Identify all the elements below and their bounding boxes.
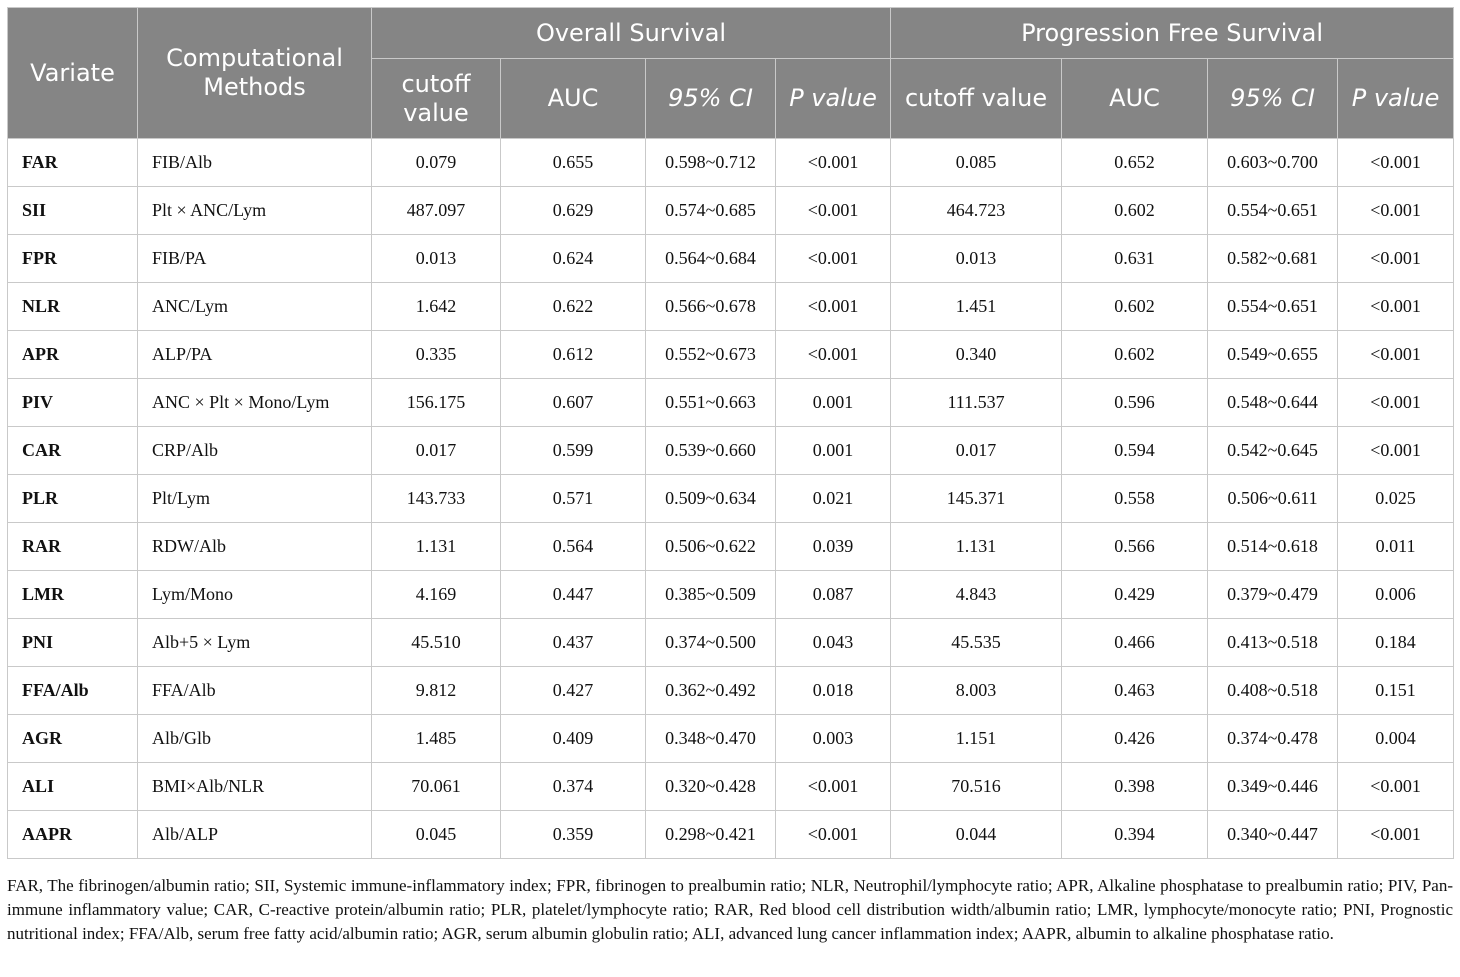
header-pfs-p-value: P value <box>1338 59 1454 139</box>
cell-pfs-auc: 0.394 <box>1062 811 1208 859</box>
cell-pfs-p: <0.001 <box>1338 139 1454 187</box>
cell-os-auc: 0.447 <box>501 571 646 619</box>
cell-pfs-ci: 0.349~0.446 <box>1208 763 1338 811</box>
cell-os-p: <0.001 <box>776 811 891 859</box>
cell-os-ci: 0.509~0.634 <box>646 475 776 523</box>
cell-pfs-ci: 0.548~0.644 <box>1208 379 1338 427</box>
cell-os-p: 0.087 <box>776 571 891 619</box>
cell-variate: RAR <box>8 523 138 571</box>
cell-os-p: <0.001 <box>776 331 891 379</box>
cell-pfs-cutoff: 0.085 <box>891 139 1062 187</box>
cell-pfs-p: 0.025 <box>1338 475 1454 523</box>
cell-pfs-p: 0.011 <box>1338 523 1454 571</box>
cell-os-cutoff: 4.169 <box>372 571 501 619</box>
cell-pfs-cutoff: 145.371 <box>891 475 1062 523</box>
header-pfs-95-ci: 95% CI <box>1208 59 1338 139</box>
cell-pfs-auc: 0.652 <box>1062 139 1208 187</box>
cell-os-cutoff: 1.642 <box>372 283 501 331</box>
cell-pfs-ci: 0.413~0.518 <box>1208 619 1338 667</box>
cell-pfs-auc: 0.602 <box>1062 187 1208 235</box>
cell-method: FIB/Alb <box>138 139 372 187</box>
cell-os-auc: 0.571 <box>501 475 646 523</box>
cell-os-p: 0.043 <box>776 619 891 667</box>
cell-pfs-p: <0.001 <box>1338 379 1454 427</box>
table-row <box>8 283 1454 331</box>
cell-variate: AGR <box>8 715 138 763</box>
cell-os-p: 0.003 <box>776 715 891 763</box>
header-progression-free-survival: Progression Free Survival <box>891 8 1454 59</box>
cell-pfs-ci: 0.603~0.700 <box>1208 139 1338 187</box>
table-header <box>8 8 1454 139</box>
table-row <box>8 139 1454 187</box>
cell-pfs-cutoff: 8.003 <box>891 667 1062 715</box>
cell-pfs-auc: 0.596 <box>1062 379 1208 427</box>
cell-variate: PIV <box>8 379 138 427</box>
cell-os-auc: 0.607 <box>501 379 646 427</box>
cell-os-ci: 0.564~0.684 <box>646 235 776 283</box>
cell-variate: PLR <box>8 475 138 523</box>
header-pfs-cutoff-value: cutoff value <box>891 59 1062 139</box>
cell-os-ci: 0.362~0.492 <box>646 667 776 715</box>
table-body <box>8 139 1454 859</box>
cell-os-p: <0.001 <box>776 763 891 811</box>
cell-pfs-ci: 0.340~0.447 <box>1208 811 1338 859</box>
cell-os-auc: 0.612 <box>501 331 646 379</box>
cell-os-ci: 0.551~0.663 <box>646 379 776 427</box>
cell-os-cutoff: 70.061 <box>372 763 501 811</box>
cell-os-cutoff: 1.485 <box>372 715 501 763</box>
cell-method: Plt/Lym <box>138 475 372 523</box>
cell-pfs-ci: 0.549~0.655 <box>1208 331 1338 379</box>
cell-os-auc: 0.437 <box>501 619 646 667</box>
header-os-cutoff-value: cutoff value <box>372 59 501 139</box>
cell-pfs-p: <0.001 <box>1338 427 1454 475</box>
cell-variate: FAR <box>8 139 138 187</box>
cell-os-ci: 0.298~0.421 <box>646 811 776 859</box>
cell-variate: AAPR <box>8 811 138 859</box>
cell-os-cutoff: 1.131 <box>372 523 501 571</box>
cell-pfs-auc: 0.426 <box>1062 715 1208 763</box>
cell-pfs-auc: 0.558 <box>1062 475 1208 523</box>
cell-os-cutoff: 45.510 <box>372 619 501 667</box>
cell-os-auc: 0.655 <box>501 139 646 187</box>
cell-variate: APR <box>8 331 138 379</box>
cell-method: Plt × ANC/Lym <box>138 187 372 235</box>
table-row <box>8 619 1454 667</box>
cell-method: CRP/Alb <box>138 427 372 475</box>
cell-pfs-auc: 0.466 <box>1062 619 1208 667</box>
cell-os-p: 0.021 <box>776 475 891 523</box>
cell-method: FFA/Alb <box>138 667 372 715</box>
cell-os-auc: 0.427 <box>501 667 646 715</box>
cell-method: FIB/PA <box>138 235 372 283</box>
cell-pfs-ci: 0.514~0.618 <box>1208 523 1338 571</box>
cell-pfs-auc: 0.429 <box>1062 571 1208 619</box>
cell-os-ci: 0.506~0.622 <box>646 523 776 571</box>
cell-os-cutoff: 156.175 <box>372 379 501 427</box>
cell-pfs-auc: 0.602 <box>1062 283 1208 331</box>
header-variate: Variate <box>8 8 138 139</box>
table-row <box>8 523 1454 571</box>
cell-os-cutoff: 487.097 <box>372 187 501 235</box>
cell-os-auc: 0.599 <box>501 427 646 475</box>
cell-pfs-ci: 0.374~0.478 <box>1208 715 1338 763</box>
cell-os-auc: 0.629 <box>501 187 646 235</box>
table-row <box>8 763 1454 811</box>
cell-variate: ALI <box>8 763 138 811</box>
cell-os-ci: 0.598~0.712 <box>646 139 776 187</box>
cell-method: ALP/PA <box>138 331 372 379</box>
cell-pfs-ci: 0.554~0.651 <box>1208 187 1338 235</box>
cell-pfs-auc: 0.602 <box>1062 331 1208 379</box>
cell-pfs-p: 0.151 <box>1338 667 1454 715</box>
cell-pfs-ci: 0.506~0.611 <box>1208 475 1338 523</box>
table-row <box>8 331 1454 379</box>
cell-pfs-p: 0.006 <box>1338 571 1454 619</box>
cell-pfs-ci: 0.542~0.645 <box>1208 427 1338 475</box>
cell-os-ci: 0.539~0.660 <box>646 427 776 475</box>
cell-os-ci: 0.348~0.470 <box>646 715 776 763</box>
cell-os-auc: 0.359 <box>501 811 646 859</box>
cell-os-p: <0.001 <box>776 283 891 331</box>
cell-os-ci: 0.385~0.509 <box>646 571 776 619</box>
cell-method: RDW/Alb <box>138 523 372 571</box>
cell-pfs-cutoff: 111.537 <box>891 379 1062 427</box>
cell-pfs-auc: 0.463 <box>1062 667 1208 715</box>
cell-pfs-ci: 0.408~0.518 <box>1208 667 1338 715</box>
cell-os-p: 0.001 <box>776 427 891 475</box>
cell-variate: NLR <box>8 283 138 331</box>
cell-os-cutoff: 0.079 <box>372 139 501 187</box>
cell-pfs-p: <0.001 <box>1338 283 1454 331</box>
cell-pfs-cutoff: 0.017 <box>891 427 1062 475</box>
header-os-p-value: P value <box>776 59 891 139</box>
header-os-auc: AUC <box>501 59 646 139</box>
cell-method: Alb+5 × Lym <box>138 619 372 667</box>
table-row <box>8 571 1454 619</box>
results-table <box>7 7 1454 859</box>
cell-os-cutoff: 9.812 <box>372 667 501 715</box>
header-overall-survival: Overall Survival <box>372 8 891 59</box>
cell-os-auc: 0.374 <box>501 763 646 811</box>
cell-pfs-p: 0.184 <box>1338 619 1454 667</box>
results-table-container <box>7 7 1453 859</box>
cell-os-cutoff: 0.017 <box>372 427 501 475</box>
header-os-95-ci: 95% CI <box>646 59 776 139</box>
cell-variate: CAR <box>8 427 138 475</box>
cell-os-auc: 0.624 <box>501 235 646 283</box>
table-row <box>8 427 1454 475</box>
header-computational-methods: Computational Methods <box>138 8 372 139</box>
cell-pfs-auc: 0.398 <box>1062 763 1208 811</box>
cell-os-ci: 0.574~0.685 <box>646 187 776 235</box>
cell-os-cutoff: 0.013 <box>372 235 501 283</box>
cell-pfs-p: 0.004 <box>1338 715 1454 763</box>
cell-method: Lym/Mono <box>138 571 372 619</box>
cell-os-p: 0.001 <box>776 379 891 427</box>
cell-os-p: <0.001 <box>776 139 891 187</box>
table-row <box>8 475 1454 523</box>
cell-os-p: 0.018 <box>776 667 891 715</box>
cell-pfs-ci: 0.379~0.479 <box>1208 571 1338 619</box>
cell-os-p: 0.039 <box>776 523 891 571</box>
cell-pfs-cutoff: 70.516 <box>891 763 1062 811</box>
table-footnote: FAR, The fibrinogen/albumin ratio; SII, Systemic immune-inflammatory index; FPR, fibrinogen to prealbumin ratio; NLR, Neutrophil/lymphocyte ratio; APR, Alkaline phosphatase to prealbumin ratio; PIV, Pan-immune inflammatory value; CAR, C-reactive protein/albumin ratio; PLR, platelet/lymphocyte ratio; RAR, Red blood cell distribution width/albumin ratio; LMR, lymphocyte/monocyte ratio; PNI, Prognostic nutritional index; FFA/Alb, serum free fatty acid/albumin ratio; AGR, serum albumin globulin ratio; ALI, advanced lung cancer inflammation index; AAPR, albumin to alkaline phosphatase ratio. <box>7 876 1453 943</box>
cell-method: ANC/Lym <box>138 283 372 331</box>
cell-pfs-cutoff: 0.340 <box>891 331 1062 379</box>
cell-variate: PNI <box>8 619 138 667</box>
cell-os-p: <0.001 <box>776 235 891 283</box>
cell-os-cutoff: 0.045 <box>372 811 501 859</box>
cell-pfs-cutoff: 1.451 <box>891 283 1062 331</box>
table-row <box>8 187 1454 235</box>
cell-pfs-cutoff: 1.151 <box>891 715 1062 763</box>
cell-pfs-auc: 0.594 <box>1062 427 1208 475</box>
cell-os-auc: 0.622 <box>501 283 646 331</box>
cell-pfs-cutoff: 0.044 <box>891 811 1062 859</box>
cell-os-cutoff: 0.335 <box>372 331 501 379</box>
cell-os-cutoff: 143.733 <box>372 475 501 523</box>
cell-pfs-p: <0.001 <box>1338 331 1454 379</box>
cell-method: ANC × Plt × Mono/Lym <box>138 379 372 427</box>
cell-pfs-p: <0.001 <box>1338 763 1454 811</box>
cell-pfs-p: <0.001 <box>1338 187 1454 235</box>
cell-pfs-cutoff: 4.843 <box>891 571 1062 619</box>
cell-pfs-auc: 0.566 <box>1062 523 1208 571</box>
cell-os-auc: 0.409 <box>501 715 646 763</box>
cell-variate: FPR <box>8 235 138 283</box>
cell-variate: LMR <box>8 571 138 619</box>
cell-os-p: <0.001 <box>776 187 891 235</box>
cell-pfs-cutoff: 45.535 <box>891 619 1062 667</box>
table-row <box>8 667 1454 715</box>
table-row <box>8 235 1454 283</box>
cell-pfs-auc: 0.631 <box>1062 235 1208 283</box>
cell-method: Alb/ALP <box>138 811 372 859</box>
cell-os-ci: 0.566~0.678 <box>646 283 776 331</box>
cell-method: Alb/Glb <box>138 715 372 763</box>
cell-method: BMI×Alb/NLR <box>138 763 372 811</box>
table-row <box>8 715 1454 763</box>
cell-pfs-ci: 0.554~0.651 <box>1208 283 1338 331</box>
cell-pfs-cutoff: 1.131 <box>891 523 1062 571</box>
cell-os-auc: 0.564 <box>501 523 646 571</box>
cell-pfs-p: <0.001 <box>1338 235 1454 283</box>
cell-os-ci: 0.552~0.673 <box>646 331 776 379</box>
cell-variate: FFA/Alb <box>8 667 138 715</box>
table-row <box>8 811 1454 859</box>
header-pfs-auc: AUC <box>1062 59 1208 139</box>
table-row <box>8 379 1454 427</box>
cell-os-ci: 0.374~0.500 <box>646 619 776 667</box>
cell-pfs-cutoff: 0.013 <box>891 235 1062 283</box>
cell-os-ci: 0.320~0.428 <box>646 763 776 811</box>
cell-pfs-p: <0.001 <box>1338 811 1454 859</box>
cell-pfs-cutoff: 464.723 <box>891 187 1062 235</box>
cell-pfs-ci: 0.582~0.681 <box>1208 235 1338 283</box>
cell-variate: SII <box>8 187 138 235</box>
